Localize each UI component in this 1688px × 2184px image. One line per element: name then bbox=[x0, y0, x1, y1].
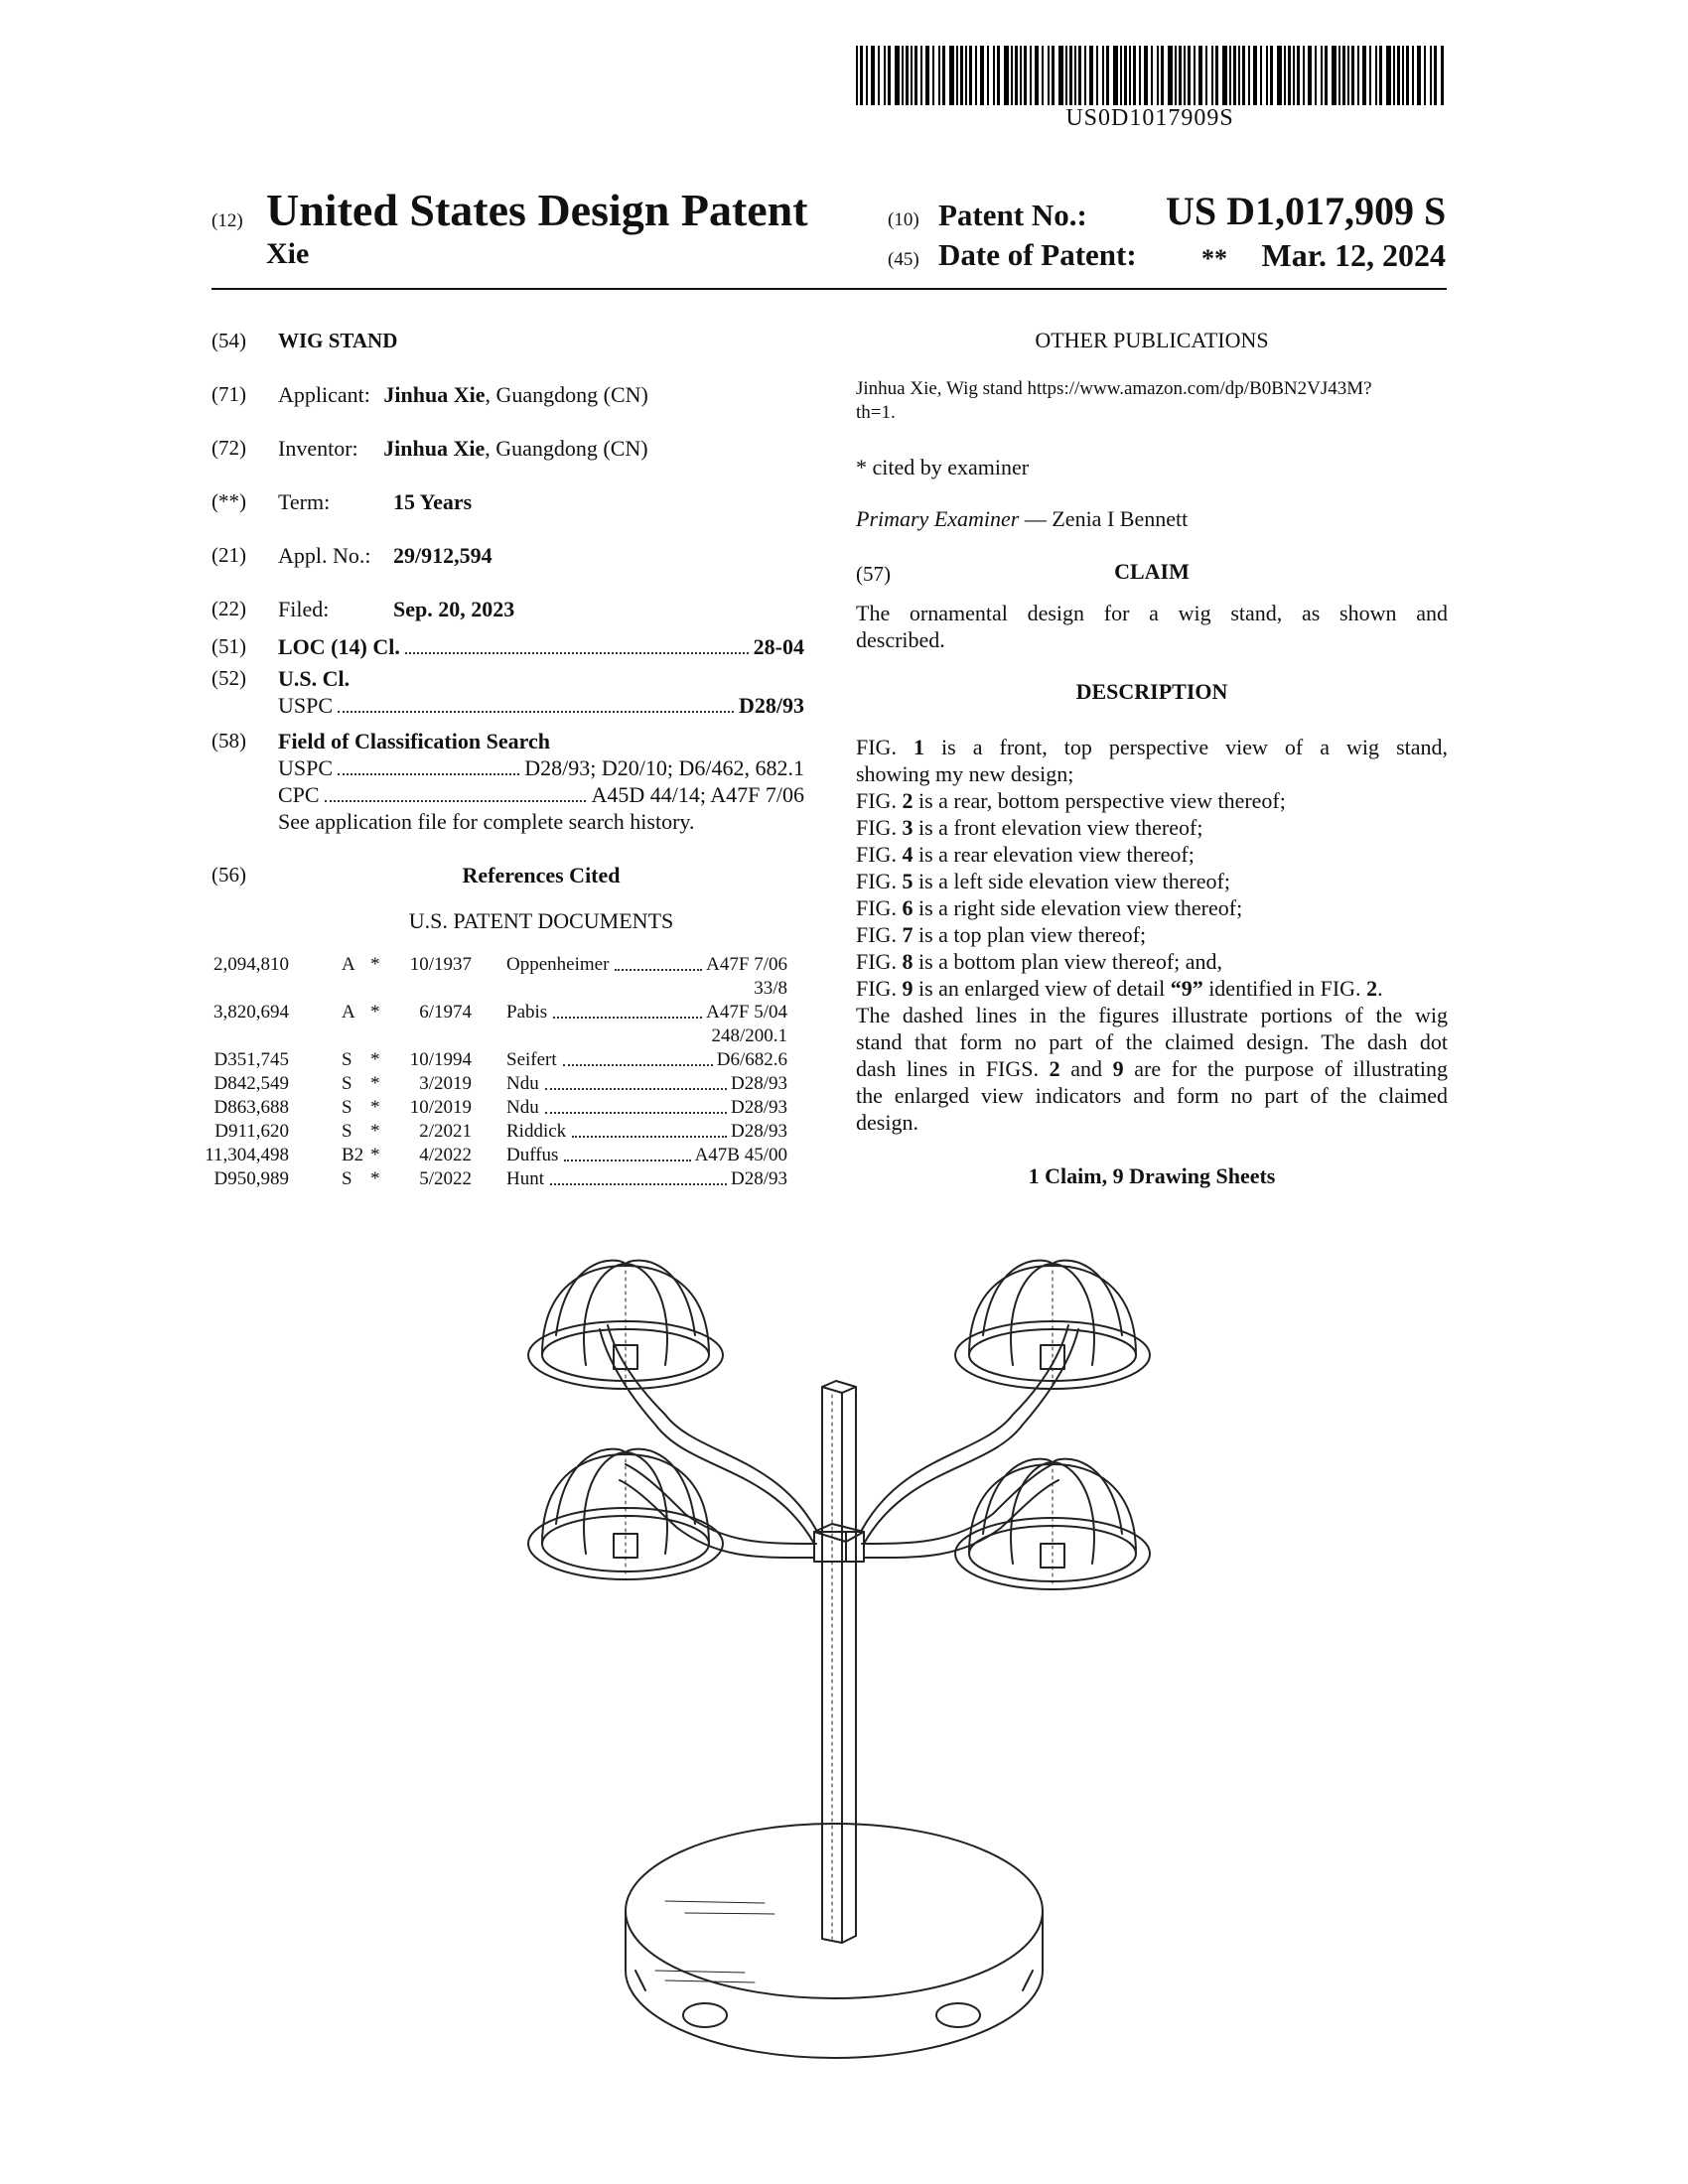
reference-inventor: Seifert bbox=[506, 1049, 557, 1070]
reference-name-class bbox=[506, 1001, 787, 1024]
dash3-text: dash lines in FIGS. bbox=[856, 1056, 1050, 1081]
reference-date: 10/1937 bbox=[409, 954, 472, 975]
code-56: (56) bbox=[211, 863, 246, 887]
fig9-prefix: FIG. bbox=[856, 976, 903, 1001]
description-line bbox=[856, 760, 1448, 787]
reference-number: D911,620 bbox=[214, 1121, 289, 1142]
leader-dots bbox=[545, 1112, 727, 1114]
leader-dots bbox=[545, 1088, 727, 1090]
description-line bbox=[856, 948, 1448, 975]
description-text: FIG. bbox=[856, 735, 914, 759]
leader-dots bbox=[338, 711, 734, 713]
dash-line-2: stand that form no part of the claimed design. The dash dot bbox=[856, 1029, 1448, 1054]
reference-row-continued bbox=[211, 1024, 787, 1048]
figure-number: 5 bbox=[902, 869, 914, 893]
description-line bbox=[856, 868, 1448, 894]
leader-dots bbox=[550, 1183, 727, 1185]
patent-title: United States Design Patent bbox=[266, 185, 808, 235]
wig-stand-drawing bbox=[516, 1216, 1172, 2144]
reference-name-class bbox=[506, 1096, 787, 1120]
filed-value: Sep. 20, 2023 bbox=[393, 597, 515, 621]
cited-by-examiner: * cited by examiner bbox=[856, 455, 1030, 479]
reference-kind: S bbox=[342, 1073, 352, 1094]
code-52: (52) bbox=[211, 666, 246, 690]
reference-class: D28/93 bbox=[731, 1121, 787, 1142]
fig9-detail: “9” bbox=[1170, 976, 1203, 1001]
applicant-location: , Guangdong (CN) bbox=[485, 382, 648, 407]
reference-row bbox=[211, 1096, 787, 1120]
other-publications-line-1: Jinhua Xie, Wig stand https://www.amazon.com/dp/B0BN2VJ43M? bbox=[856, 378, 1372, 399]
reference-star: * bbox=[370, 1049, 380, 1070]
dash3-text-2: are for the purpose of illustrating bbox=[1123, 1056, 1448, 1081]
dash-line-4: the enlarged view indicators and form no part of the claimed bbox=[856, 1083, 1448, 1108]
reference-kind: S bbox=[342, 1121, 352, 1142]
field-search-uspc bbox=[278, 754, 804, 781]
dash3-fig-2: 2 bbox=[1049, 1056, 1060, 1081]
reference-star: * bbox=[370, 1168, 380, 1189]
applicant bbox=[278, 381, 648, 408]
claim-title: CLAIM bbox=[1114, 559, 1190, 584]
wig-stand-figure bbox=[516, 1216, 1172, 2144]
leader-dots bbox=[563, 1064, 713, 1066]
fig9-text-2: identified in FIG. bbox=[1202, 976, 1367, 1001]
us-cl-label: U.S. Cl. bbox=[278, 666, 351, 691]
figure-number: 6 bbox=[902, 895, 914, 920]
term-label: Term: bbox=[278, 489, 331, 514]
field-cpc-value: A45D 44/14; A47F 7/06 bbox=[591, 782, 804, 807]
code-72: (72) bbox=[211, 436, 246, 460]
reference-row-continued bbox=[211, 977, 787, 1001]
reference-inventor: Hunt bbox=[506, 1168, 544, 1189]
reference-inventor: Ndu bbox=[506, 1073, 539, 1094]
reference-row bbox=[211, 1001, 787, 1024]
figure-number: 8 bbox=[902, 949, 914, 974]
description-text: FIG. bbox=[856, 895, 903, 920]
field-search-label: Field of Classification Search bbox=[278, 729, 550, 753]
code-57: (57) bbox=[856, 562, 891, 586]
patent-no-label: Patent No.: bbox=[938, 198, 1087, 232]
field-cpc-label: CPC bbox=[278, 782, 320, 807]
reference-row bbox=[205, 1144, 787, 1167]
fig9-text: is an enlarged view of detail bbox=[913, 976, 1171, 1001]
dash-line-3 bbox=[856, 1055, 1448, 1082]
reference-secondary-class: 248/200.1 bbox=[711, 1025, 787, 1046]
figure-number: 3 bbox=[902, 815, 914, 840]
leader-dots bbox=[553, 1017, 702, 1019]
description-text: is a top plan view thereof; bbox=[913, 922, 1147, 947]
code-54: (54) bbox=[211, 329, 246, 352]
inventor bbox=[278, 435, 648, 462]
reference-inventor: Riddick bbox=[506, 1121, 567, 1142]
references-table bbox=[205, 953, 807, 1201]
description-line bbox=[856, 921, 1448, 948]
other-publications-line-2: th=1. bbox=[856, 402, 896, 423]
reference-name-class bbox=[506, 1144, 787, 1167]
claim-text-line-1: The ornamental design for a wig stand, as shown and bbox=[856, 601, 1448, 625]
reference-name-class bbox=[506, 1048, 787, 1072]
reference-row bbox=[211, 953, 787, 977]
loc-classification bbox=[278, 633, 804, 660]
reference-number: 2,094,810 bbox=[213, 954, 289, 975]
code-21: (21) bbox=[211, 543, 246, 567]
code-22: (22) bbox=[211, 597, 246, 620]
reference-date: 10/1994 bbox=[409, 1049, 472, 1070]
code-51: (51) bbox=[211, 634, 246, 658]
applicant-label: Applicant: bbox=[278, 382, 370, 407]
field-search-cpc bbox=[278, 781, 804, 808]
reference-row bbox=[211, 1120, 787, 1144]
reference-kind: S bbox=[342, 1168, 352, 1189]
description-text: FIG. bbox=[856, 788, 903, 813]
description-text: is a rear, bottom perspective view thereof; bbox=[913, 788, 1286, 813]
reference-class: D28/93 bbox=[731, 1097, 787, 1118]
reference-number: D351,745 bbox=[213, 1049, 289, 1070]
reference-secondary-class: 33/8 bbox=[754, 978, 787, 999]
reference-number: 11,304,498 bbox=[205, 1145, 289, 1165]
code-12: (12) bbox=[211, 210, 243, 231]
description-figure-list bbox=[856, 734, 1448, 975]
barcode-number: US0D1017909S bbox=[1065, 105, 1234, 131]
reference-class: A47B 45/00 bbox=[694, 1145, 787, 1165]
dash3-and: and bbox=[1059, 1056, 1113, 1081]
dome-top-left bbox=[528, 1261, 723, 1389]
reference-inventor: Duffus bbox=[506, 1145, 559, 1165]
inventor-name: Jinhua Xie bbox=[383, 436, 486, 461]
reference-star: * bbox=[370, 1097, 380, 1118]
reference-inventor: Pabis bbox=[506, 1002, 548, 1023]
reference-class: A47F 7/06 bbox=[706, 954, 787, 975]
inventor-location: , Guangdong (CN) bbox=[485, 436, 648, 461]
leader-dots bbox=[338, 773, 519, 775]
figure-number: 1 bbox=[913, 735, 924, 759]
description-text: FIG. bbox=[856, 815, 903, 840]
description-text: is a front, top perspective view of a wig stand, bbox=[923, 735, 1449, 759]
description-text: is a bottom plan view thereof; and, bbox=[913, 949, 1223, 974]
dome-bottom-right bbox=[955, 1459, 1150, 1589]
uspc-value: D28/93 bbox=[739, 693, 804, 718]
reference-inventor: Ndu bbox=[506, 1097, 539, 1118]
leader-dots bbox=[572, 1136, 727, 1138]
pole bbox=[814, 1381, 864, 1943]
other-publications-title: OTHER PUBLICATIONS bbox=[1035, 328, 1269, 352]
description-line bbox=[856, 894, 1448, 921]
description-fig-9 bbox=[856, 975, 1448, 1002]
description-text: FIG. bbox=[856, 922, 903, 947]
fig9-ref-fig: 2 bbox=[1366, 976, 1378, 1001]
field-uspc-value: D28/93; D20/10; D6/462, 682.1 bbox=[524, 755, 804, 780]
reference-name-class bbox=[506, 1167, 787, 1191]
reference-class: D28/93 bbox=[731, 1073, 787, 1094]
leader-dots bbox=[615, 969, 702, 971]
reference-kind: B2 bbox=[342, 1145, 364, 1165]
term-value: 15 Years bbox=[393, 489, 473, 514]
references-cited-label: References Cited bbox=[462, 863, 621, 887]
dash-line-5: design. bbox=[856, 1110, 918, 1135]
right-column bbox=[856, 0, 1448, 1211]
figure-number: 2 bbox=[902, 788, 914, 813]
appl-no-label: Appl. No.: bbox=[278, 543, 371, 568]
reference-star: * bbox=[370, 1002, 380, 1023]
reference-star: * bbox=[370, 1073, 380, 1094]
appl-no-value: 29/912,594 bbox=[393, 543, 492, 568]
uspc-label: USPC bbox=[278, 693, 334, 718]
inventor-surname: Xie bbox=[266, 237, 310, 270]
claim-text-line-2: described. bbox=[856, 627, 945, 652]
reference-star: * bbox=[370, 1145, 380, 1165]
code-term: (**) bbox=[211, 489, 246, 513]
reference-class: D6/682.6 bbox=[716, 1049, 787, 1070]
leader-dots bbox=[325, 800, 587, 802]
reference-number: 3,820,694 bbox=[213, 1002, 289, 1023]
description-line bbox=[856, 814, 1448, 841]
date-label: Date of Patent: bbox=[938, 237, 1137, 272]
description-line bbox=[856, 787, 1448, 814]
reference-date: 6/1974 bbox=[419, 1002, 472, 1023]
reference-kind: A bbox=[342, 1002, 355, 1023]
reference-row bbox=[211, 1072, 787, 1096]
field-uspc-label: USPC bbox=[278, 755, 334, 780]
inventor-label: Inventor: bbox=[278, 436, 358, 461]
claims-and-sheets: 1 Claim, 9 Drawing Sheets bbox=[1028, 1163, 1276, 1188]
description-title: DESCRIPTION bbox=[1075, 679, 1228, 704]
reference-class: D28/93 bbox=[731, 1168, 787, 1189]
description-text: FIG. bbox=[856, 949, 903, 974]
description-text: is a rear elevation view thereof; bbox=[913, 842, 1195, 867]
left-column bbox=[205, 0, 807, 1191]
description-text: showing my new design; bbox=[856, 761, 1074, 786]
search-history-note: See application file for complete search history. bbox=[278, 809, 695, 834]
leader-dots bbox=[405, 652, 749, 654]
leader-dots bbox=[564, 1160, 690, 1161]
reference-name-class bbox=[506, 1072, 787, 1096]
description-text: is a right side elevation view thereof; bbox=[913, 895, 1243, 920]
reference-kind: S bbox=[342, 1049, 352, 1070]
description-text: FIG. bbox=[856, 842, 903, 867]
reference-date: 3/2019 bbox=[419, 1073, 472, 1094]
reference-kind: S bbox=[342, 1097, 352, 1118]
reference-name-class bbox=[506, 953, 787, 977]
reference-star: * bbox=[370, 954, 380, 975]
description-text: FIG. bbox=[856, 869, 903, 893]
reference-row bbox=[211, 1167, 787, 1191]
description-text: is a left side elevation view thereof; bbox=[913, 869, 1230, 893]
reference-date: 2/2021 bbox=[419, 1121, 472, 1142]
examiner-label: Primary Examiner bbox=[856, 506, 1020, 531]
dash3-fig-9: 9 bbox=[1112, 1056, 1124, 1081]
reference-date: 10/2019 bbox=[409, 1097, 472, 1118]
reference-number: D863,688 bbox=[213, 1097, 289, 1118]
date-marker: ** bbox=[1201, 244, 1227, 273]
date-of-patent: Mar. 12, 2024 bbox=[1261, 237, 1446, 273]
fig9-number: 9 bbox=[902, 976, 914, 1001]
filed-label: Filed: bbox=[278, 597, 330, 621]
reference-inventor: Oppenheimer bbox=[506, 954, 610, 975]
figure-number: 4 bbox=[902, 842, 914, 867]
examiner-name: Zenia I Bennett bbox=[1052, 506, 1189, 531]
dome-bottom-left bbox=[528, 1449, 723, 1579]
fig9-period: . bbox=[1377, 976, 1383, 1001]
title-wig-stand: WIG STAND bbox=[278, 329, 398, 352]
reference-date: 5/2022 bbox=[419, 1168, 472, 1189]
description-text: is a front elevation view thereof; bbox=[913, 815, 1203, 840]
us-cl-uspc bbox=[278, 692, 804, 719]
figure-number: 7 bbox=[902, 922, 914, 947]
code-10: (10) bbox=[888, 209, 919, 230]
reference-date: 4/2022 bbox=[419, 1145, 472, 1165]
dash-line-1: The dashed lines in the figures illustrate portions of the wig bbox=[856, 1003, 1448, 1027]
reference-row bbox=[211, 1048, 787, 1072]
loc-label: LOC (14) Cl. bbox=[278, 634, 400, 659]
description-line bbox=[856, 841, 1448, 868]
examiner-separator: — bbox=[1019, 506, 1053, 531]
applicant-name: Jinhua Xie bbox=[383, 382, 486, 407]
patent-number: US D1,017,909 S bbox=[1166, 189, 1447, 233]
reference-kind: A bbox=[342, 954, 355, 975]
code-58: (58) bbox=[211, 729, 246, 752]
reference-class: A47F 5/04 bbox=[706, 1002, 787, 1023]
reference-number: D950,989 bbox=[213, 1168, 289, 1189]
us-patent-documents-label: U.S. PATENT DOCUMENTS bbox=[408, 908, 674, 933]
code-45: (45) bbox=[888, 249, 919, 270]
reference-star: * bbox=[370, 1121, 380, 1142]
loc-value: 28-04 bbox=[753, 634, 804, 659]
description-line bbox=[856, 734, 1448, 760]
dome-top-right bbox=[955, 1261, 1150, 1389]
code-71: (71) bbox=[211, 382, 246, 406]
reference-name-class bbox=[506, 1120, 787, 1144]
primary-examiner bbox=[856, 505, 1188, 532]
reference-number: D842,549 bbox=[213, 1073, 289, 1094]
